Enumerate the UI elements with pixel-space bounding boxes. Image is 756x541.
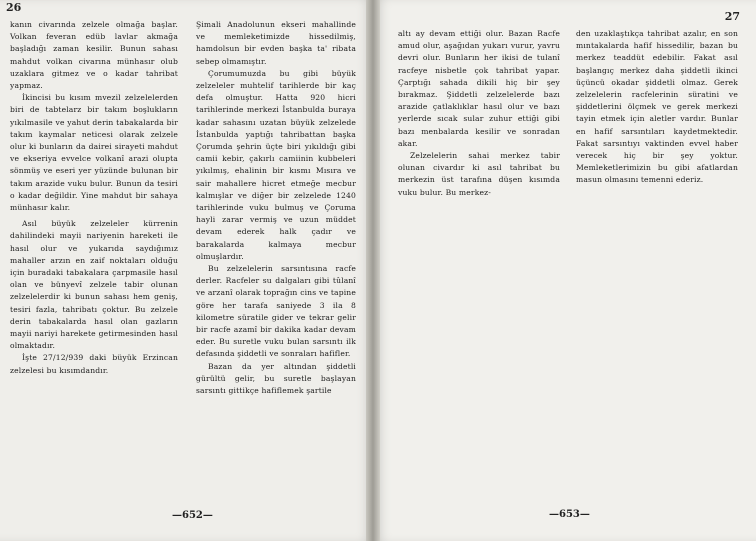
right-column-2 [576, 28, 738, 187]
paragraph: Çorumumuzda bu gibi büyük zelzeleler muhtelif tarihlerde bir kaç defa olmuştur. Hatta 920 hicri tarihlerinde merkezi İstanbulda buraya kadar sahasını uzatan büyük zelzelede İstanbulda yaptığı tahribattan başka Çorumda şehrin üçte biri yıkıldığı gibi camii kebir, çakırlı camiinin kubbeleri yıkılmış, ehalinin bir kısmı Mısıra ve sair mahallere hicret etmeğe mecbur kalmışlar ve diğer bir zelzelede 1240 tarihlerinde vuku bulmuş ve Çoruma hayli zarar vermiş ve uzun müddet devam ederek halk çadır ve barakalarda kalmaya mecbur olmuşlardır. [196, 68, 356, 261]
paragraph: Bazan da yer altından şiddetli gürültü gelir, bu suretle başlayan sarsıntı gittikçe hafiflemek şartile [196, 361, 356, 396]
paragraph: Bu zelzelelerin sarsıntısına racfe derler. Racfeler su dalgaları gibi tûlanî ve arzanî olarak toprağın cins ve tapine göre her tarafa saniyede 3 ila 8 kilometre süratile gider ve tekrar gelir bir racfe azamî bir dakika kadar devam eder. Bu suretle vuku bulan sarsıntı ilk defasında şiddetli ve sonraları hafifler. [196, 264, 356, 359]
paragraph: İkincisi bu kısım mvezil zelzelelerden biri de tabtelarz bir takım boşlukların yıkılmasile ve yahut derin tabakalarda bir takım kaymalar neticesi olarak zelzele olur ki bunların da dairei sirayeti mahdut ve ekseriya evvelce volkanî arazi olupta sönmüş ve eseri yer yüzünde bulunan bir takım arazide vuku bulur. Bunun da tesiri o kadar değildir. Yine mahdut bir sahaya münhasır kalır. [10, 93, 178, 213]
paragraph: altı ay devam ettiği olur. Bazan Racfe amud olur, aşağıdan yukarı vurur, yavru devri olur. Bunların her ikisi de tulanî racfeye nisbetle çok tahribat yapar. Çarptığı sahada dikili hiç bir şey bırakmaz. Şiddetli zelzelelerde bazı arazide çatlaklıklar hasıl olur ve bazı yerlerde sıcak sular zuhur ettiği gibi bazı menbalarda kesilir ve sonradan akar. [398, 29, 560, 148]
paragraph: den uzaklaştıkça tahribat azalır, en son mıntakalarda hafif hissedilir, bazan bu merkez teaddüt edebilir. Fakat asıl başlangıç merkez daha şiddetli ikinci üçüncü okadar şiddetli olmaz. Gerek zelzelelerin racfelerinin süratini ve şiddetlerini ölçmek ve gerek merkezi tayin etmek için aletler vardır. Bunlar en hafif sarsıntıları kaydetmektedir. Fakat sarsıntıyı vaktinden evvel haber verecek hiç bir şey yoktur. Memleketlerimizin bu gibi afatlardan masun olmasını temenni ederiz. [576, 29, 738, 185]
page-number-top: 27 [724, 10, 740, 23]
right-column-1 [398, 28, 560, 199]
left-page [0, 0, 374, 541]
left-column-2 [196, 19, 356, 397]
page-number-bottom: —653— [549, 509, 590, 520]
paragraph: Asıl büyük zelzeleler kürrenin dahilindeki mayii nariyenin hareketi ile hasıl olur ve yukarıda saydığımız mahaller arzın en zaif noktaları olduğu için buradaki tabakalara çarpmasile hasıl olan ve bünyevî zelzele tabir olunan zelzelelerdir ki bunun sahası hem geniş, tesiri fazla, tahribatı çoktur. Bu zelzele derin tabakalarda hasıl olan gazların mayii nariyi harekete getirmesinden hasıl olmaktadır. [10, 219, 178, 351]
paragraph: Zelzelelerin sahai merkez tabir olunan civardır ki asıl tahribat bu merkezin üst tarafına düşen kısımda vuku bulur. Bu merkez- [398, 151, 560, 197]
paragraph: Şimali Anadolunun ekseri mahallinde ve memleketimizde hissedilmiş, hamdolsun bir evden başka ta' ribata sebep olmamıştır. [196, 20, 356, 66]
page-number-top: 26 [6, 1, 22, 14]
left-column-1 [10, 19, 178, 377]
page-number-bottom: —652— [172, 510, 213, 521]
book-gutter [366, 0, 380, 541]
paragraph: kanın civarında zelzele olmağa başlar. Volkan feveran edüb lavlar akmağa başladığı zaman kesilir. Bunun sahası mahdut volkan civarına münhasır olub uzaklara gitmez ve o kadar tahribat yapmaz. [10, 20, 178, 91]
paragraph: İşte 27/12/939 daki büyük Erzincan zelzelesi bu kısımdandır. [10, 353, 178, 375]
right-page [374, 0, 756, 541]
